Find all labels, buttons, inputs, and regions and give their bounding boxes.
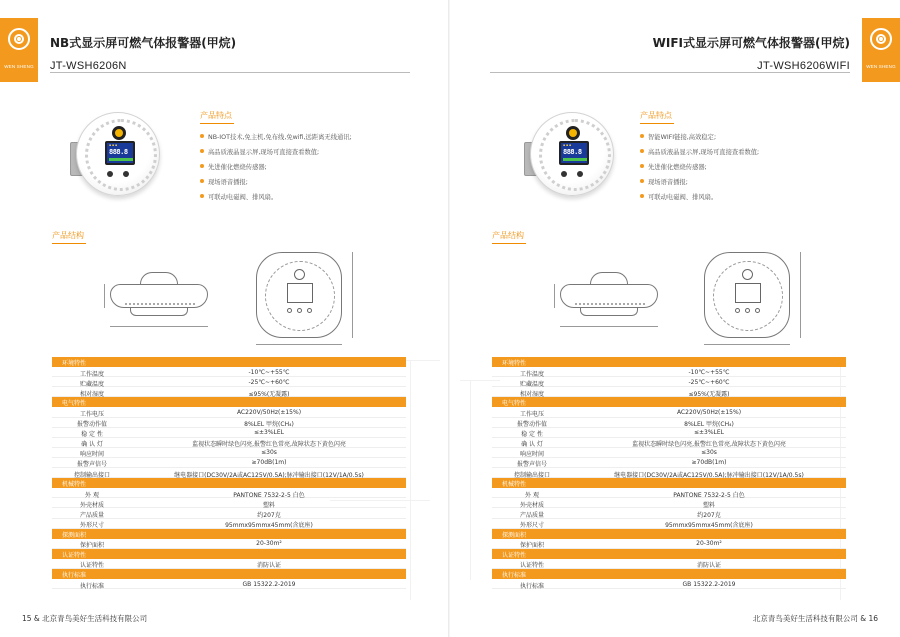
spec-key: 贮藏温度 — [519, 380, 544, 388]
spec-row — [492, 579, 846, 589]
spec-value: 约207克 — [257, 511, 281, 519]
title-divider — [50, 72, 410, 73]
spec-key: 响应时间 — [519, 451, 544, 459]
spec-row — [492, 468, 846, 478]
spec-row — [492, 488, 846, 498]
spec-key: 外 观 — [85, 491, 99, 499]
front-view-drawing — [704, 252, 790, 338]
spec-value: 监视状态瞬时绿色闪亮,报警红色常亮,故障状态下黄色闪亮 — [632, 441, 786, 449]
spec-value: PANTONE 7532-2-5 白色 — [673, 491, 745, 499]
section-title: 环境特性 — [502, 360, 527, 367]
bullet-icon — [200, 194, 204, 198]
spec-row — [492, 559, 846, 569]
spec-table — [492, 357, 846, 589]
lcd-screen: ▪ ▪ ▪ 888.8 — [559, 141, 589, 165]
section-title: 电气特性 — [502, 400, 527, 408]
spec-key: 确 认 灯 — [521, 441, 543, 449]
spec-key: 控制输出接口 — [73, 471, 110, 479]
dimension-line — [554, 284, 555, 308]
bullet-icon — [640, 179, 644, 183]
side-view-drawing — [110, 272, 208, 332]
bullet-icon — [200, 149, 204, 153]
lcd-digits: 888.8 — [109, 148, 128, 156]
product-image — [524, 112, 614, 208]
spec-section-header — [492, 478, 846, 488]
model-number: JT-WSH6206N — [50, 60, 127, 72]
spec-row — [52, 458, 406, 468]
spec-row — [492, 418, 846, 428]
list-item: 可联动电磁阀、排风扇。 — [200, 190, 352, 205]
spec-value: ≤30s — [261, 449, 277, 457]
spec-value: GB 15322.2-2019 — [682, 580, 736, 588]
spec-row — [52, 428, 406, 438]
brand-tab — [862, 18, 900, 82]
device-button-icon — [577, 171, 583, 177]
spec-key: 工作电压 — [79, 410, 104, 418]
spec-row — [52, 488, 406, 498]
brand-logo-icon — [870, 28, 892, 50]
model-number: JT-WSH6206WIFI — [757, 60, 850, 72]
spec-row — [52, 498, 406, 508]
spec-key: 外形尺寸 — [79, 522, 104, 529]
brand-text: WEN SHENG — [866, 64, 896, 69]
lcd-screen: ▪ ▪ ▪ 888.8 — [105, 141, 135, 165]
list-item: 先进催化燃烧传感器; — [640, 160, 759, 175]
spec-row — [492, 407, 846, 417]
spec-value: -10℃~+55℃ — [688, 368, 730, 376]
page-title: NB式显示屏可燃气体报警器(甲烷) — [50, 36, 237, 50]
device-button-icon — [107, 171, 113, 177]
spec-key: 外 观 — [525, 491, 539, 499]
list-item: 现场语音播报; — [640, 175, 759, 190]
list-item: 先进催化燃烧传感器; — [200, 160, 352, 175]
spec-section-header — [492, 549, 846, 559]
spec-key: 产品质量 — [519, 511, 544, 519]
section-title: 探测面积 — [62, 531, 87, 539]
spec-value: -25℃~+60℃ — [248, 378, 290, 386]
spec-table — [52, 357, 406, 589]
features-heading: 产品特点 — [200, 110, 234, 124]
section-title: 认证特性 — [502, 551, 527, 559]
device-logo-icon — [112, 126, 126, 140]
list-item: NB-IOT技术,免主机,免布线,免wifi,远距离无线通讯; — [200, 130, 352, 145]
spec-key: 执行标准 — [519, 582, 544, 590]
device-logo-icon — [566, 126, 580, 140]
spec-section-header — [52, 569, 406, 579]
spec-key: 认证特性 — [519, 562, 544, 570]
spec-value: 塑料 — [702, 501, 715, 509]
spec-section-header — [52, 397, 406, 407]
dimension-line — [104, 284, 105, 308]
spec-value: 95mmx95mmx45mm(含底座) — [225, 522, 313, 529]
structure-heading: 产品结构 — [492, 230, 526, 244]
device-button-icon — [123, 171, 129, 177]
spec-value: 消防认证 — [696, 562, 721, 570]
spec-row — [52, 579, 406, 589]
spec-row — [492, 539, 846, 549]
section-title: 探测面积 — [502, 531, 527, 539]
spec-row — [52, 559, 406, 569]
features-heading: 产品特点 — [640, 110, 674, 124]
bullet-icon — [640, 194, 644, 198]
section-title: 执行标准 — [62, 571, 87, 579]
spec-row — [52, 367, 406, 377]
spec-key: 外形尺寸 — [519, 522, 544, 529]
spec-key: 工作温度 — [519, 370, 544, 378]
bullet-icon — [640, 134, 644, 138]
spec-value: GB 15322.2-2019 — [242, 580, 296, 588]
front-view-drawing — [256, 252, 342, 338]
spec-section-header — [492, 529, 846, 539]
spec-value: AC220V/50Hz(±15%) — [676, 408, 742, 416]
section-title: 机械特性 — [502, 481, 527, 489]
spec-value: ≥70dB(1m) — [691, 459, 727, 467]
section-title: 电气特性 — [62, 400, 87, 408]
page-title: WIFI式显示屏可燃气体报警器(甲烷) — [652, 36, 850, 50]
brand-text: WEN SHENG — [4, 64, 34, 69]
spec-value: 监视状态瞬时绿色闪亮,报警红色常亮,故障状态下黄色闪亮 — [192, 441, 346, 449]
list-item: 高品质液晶显示屏,现场可直接查看数值; — [640, 145, 759, 160]
feature-list — [200, 130, 352, 205]
spec-key: 认证特性 — [79, 562, 104, 570]
spec-row — [52, 448, 406, 458]
section-title: 执行标准 — [502, 571, 527, 579]
spec-value: 20-30m² — [696, 540, 722, 548]
product-image — [70, 112, 160, 208]
spec-section-header — [492, 397, 846, 407]
brand-logo-icon — [8, 28, 30, 50]
spec-key: 保护面积 — [519, 542, 544, 550]
spec-section-header — [492, 357, 846, 367]
spec-key: 产品质量 — [79, 511, 104, 519]
spec-section-header — [52, 357, 406, 367]
spec-value: ≥70dB(1m) — [251, 459, 287, 467]
dimension-line — [352, 252, 353, 338]
spec-section-header — [52, 529, 406, 539]
spec-value: 继电器接口(DC30V/2A或AC125V/0.5A);脉冲输出接口(12V/1A/0.5s) — [174, 471, 364, 479]
device-button-icon — [561, 171, 567, 177]
spec-row — [52, 519, 406, 529]
bullet-icon — [640, 164, 644, 168]
title-block — [653, 34, 850, 72]
spec-value: PANTONE 7532-2-5 白色 — [233, 491, 305, 499]
feature-list — [640, 130, 759, 205]
spec-row — [52, 438, 406, 448]
spec-row — [52, 468, 406, 478]
bullet-icon — [200, 134, 204, 138]
spec-key: 稳 定 性 — [81, 431, 103, 439]
section-title: 机械特性 — [62, 481, 87, 489]
spec-value: 8%LEL 甲烷(CH₄) — [684, 421, 734, 429]
spec-row — [492, 458, 846, 468]
section-title: 认证特性 — [62, 551, 87, 559]
spec-row — [52, 377, 406, 387]
spec-key: 相对湿度 — [519, 390, 544, 398]
spec-key: 报警动作值 — [76, 421, 107, 429]
spec-row — [492, 428, 846, 438]
spec-row — [492, 438, 846, 448]
spec-value: AC220V/50Hz(±15%) — [236, 408, 302, 416]
spec-value: ≤95%(无凝露) — [248, 390, 290, 398]
spec-key: 工作温度 — [79, 370, 104, 378]
spec-value: -25℃~+60℃ — [688, 378, 730, 386]
list-item: 高品质液晶显示屏,现场可直接查看数值; — [200, 145, 352, 160]
spec-key: 响应时间 — [79, 451, 104, 459]
device-body — [76, 112, 160, 196]
spec-value: 95mmx95mmx45mm(含底座) — [665, 522, 753, 529]
lcd-digits: 888.8 — [563, 148, 582, 156]
page-footer: 15 & 北京青鸟美好生活科技有限公司 — [22, 614, 148, 623]
spec-value: 约207克 — [697, 511, 721, 519]
title-divider — [490, 72, 850, 73]
list-item: 可联动电磁阀、排风扇。 — [640, 190, 759, 205]
spec-row — [52, 407, 406, 417]
spec-value: 8%LEL 甲烷(CH₄) — [244, 421, 294, 429]
spec-key: 工作电压 — [519, 410, 544, 418]
spec-row — [52, 418, 406, 428]
spec-value: ≤95%(无凝露) — [688, 390, 730, 398]
section-title: 环境特性 — [62, 360, 87, 367]
spec-key: 外壳材质 — [79, 501, 104, 509]
structure-heading: 产品结构 — [52, 230, 86, 244]
spec-value: 继电器接口(DC30V/2A或AC125V/0.5A);脉冲输出接口(12V/1A/0.5s) — [614, 471, 804, 479]
device-body — [530, 112, 614, 196]
spec-value: 塑料 — [262, 501, 275, 509]
spec-key: 报警声信号 — [76, 461, 107, 469]
bullet-icon — [200, 179, 204, 183]
brand-tab — [0, 18, 38, 82]
spec-key: 报警动作值 — [516, 421, 547, 429]
spec-row — [492, 519, 846, 529]
spec-row — [492, 387, 846, 397]
spec-key: 稳 定 性 — [521, 431, 543, 439]
bullet-icon — [640, 149, 644, 153]
spec-value: ≤±3%LEL — [253, 429, 285, 437]
list-item: 现场语音播报; — [200, 175, 352, 190]
page-right — [450, 0, 900, 637]
title-block — [50, 34, 236, 72]
bullet-icon — [200, 164, 204, 168]
spec-row — [492, 448, 846, 458]
spec-row — [52, 387, 406, 397]
dimension-line — [256, 344, 342, 345]
spec-section-header — [52, 549, 406, 559]
spec-key: 相对湿度 — [79, 390, 104, 398]
dimension-line — [704, 344, 790, 345]
dimension-line — [560, 326, 658, 327]
side-view-drawing — [560, 272, 658, 332]
spec-key: 外壳材质 — [519, 501, 544, 509]
spec-row — [492, 498, 846, 508]
spec-row — [492, 508, 846, 518]
spec-key: 执行标准 — [79, 582, 104, 590]
spec-value: -10℃~+55℃ — [248, 368, 290, 376]
spec-row — [52, 539, 406, 549]
spec-key: 贮藏温度 — [79, 380, 104, 388]
spec-section-header — [52, 478, 406, 488]
spec-row — [52, 508, 406, 518]
list-item: 智能WIFI链接,高效稳定; — [640, 130, 759, 145]
spec-value: ≤±3%LEL — [693, 429, 725, 437]
dimension-line — [110, 326, 208, 327]
page-footer: 北京青鸟美好生活科技有限公司 & 16 — [752, 614, 878, 623]
spec-key: 确 认 灯 — [81, 441, 103, 449]
spec-row — [492, 367, 846, 377]
spec-value: ≤30s — [701, 449, 717, 457]
spec-section-header — [492, 569, 846, 579]
spec-value: 消防认证 — [256, 562, 281, 570]
spec-value: 20-30m² — [256, 540, 282, 548]
spec-row — [492, 377, 846, 387]
spec-key: 控制输出接口 — [513, 471, 550, 479]
spec-key: 报警声信号 — [516, 461, 547, 469]
spec-key: 保护面积 — [79, 542, 104, 550]
dimension-line — [800, 252, 801, 338]
